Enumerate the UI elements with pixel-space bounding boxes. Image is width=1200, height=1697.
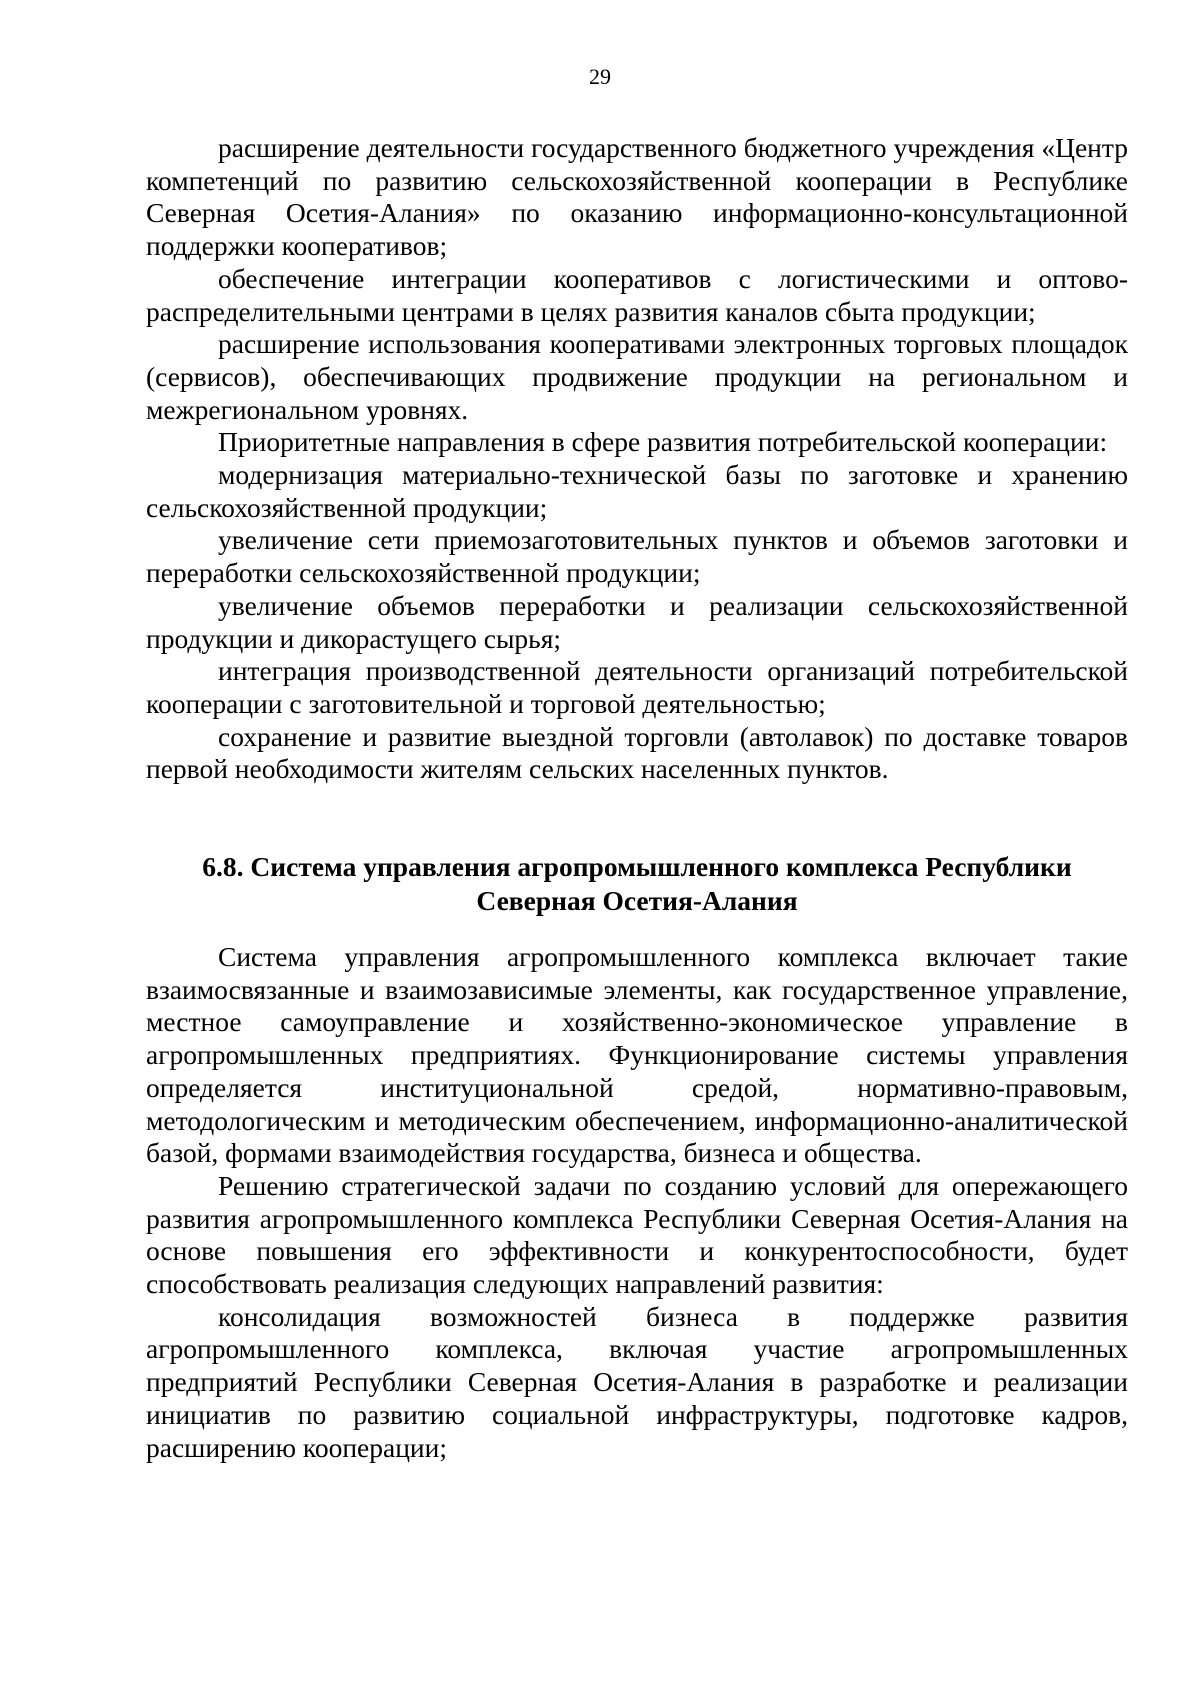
paragraph: увеличение сети приемозаготовительных пунктов и объемов заготовки и переработки сельскохозяйственной продукции;: [146, 524, 1128, 589]
paragraph: Решению стратегической задачи по созданию условий для опережающего развития агропромышленного комплекса Республики Северная Осетия-Алания на основе повышения его эффективности и конкурентоспособности, будет способствовать реализация следующих направлений развития:: [146, 1169, 1128, 1300]
paragraph: Приоритетные направления в сфере развития потребительской кооперации:: [218, 426, 1108, 458]
paragraph: модернизация материально-технической базы по заготовке и хранению сельскохозяйственной продукции;: [146, 459, 1128, 523]
section-heading: [146, 850, 1128, 918]
paragraph: расширение деятельности государственного бюджетного учреждения «Центр компетенций по развитию сельскохозяйственной кооперации в Республике Северная Осетия-Алания» по оказанию информационно-консультационной поддержки кооперативов;: [146, 132, 1128, 262]
section-heading-line1: 6.8. Система управления агропромышленного комплекса Республики: [202, 851, 1072, 882]
paragraph: интеграция производственной деятельности организаций потребительской кооперации с заготовительной и торговой деятельностью;: [146, 655, 1128, 719]
bottom-text-block: [146, 941, 1128, 1464]
paragraph: сохранение и развитие выездной торговли (автолавок) по доставке товаров первой необходимости жителям сельских населенных пунктов.: [146, 720, 1128, 785]
section-heading-line2: Северная Осетия-Алания: [476, 885, 798, 916]
paragraph: расширение использования кооперативами электронных торговых площадок (сервисов), обеспечивающих продвижение продукции на региональном и межрегиональном уровнях.: [146, 328, 1128, 425]
page-number: 29: [589, 64, 611, 89]
top-text-block: [146, 132, 1128, 786]
paragraph: обеспечение интеграции кооперативов с логистическими и оптово-распределительными центрами в целях развития каналов сбыта продукции;: [146, 262, 1128, 327]
paragraph: увеличение объемов переработки и реализации сельскохозяйственной продукции и дикорастущего сырья;: [146, 589, 1128, 654]
paragraph: Система управления агропромышленного комплекса включает такие взаимосвязанные и взаимозависимые элементы, как государственное управление, местное самоуправление и хозяйственно-экономическое управление в агропромышленных предприятиях. Функционирование системы управления определяется институциональной средой, нормативно-правовым, методологическим и методическим обеспечением, информационно-аналитической базой, формами взаимодействия государства, бизнеса и общества.: [146, 941, 1128, 1169]
paragraph: консолидация возможностей бизнеса в поддержке развития агропромышленного комплекса, включая участие агропромышленных предприятий Республики Северная Осетия-Алания в разработке и реализации инициатив по развитию социальной инфраструктуры, подготовке кадров, расширению кооперации;: [146, 1300, 1128, 1463]
